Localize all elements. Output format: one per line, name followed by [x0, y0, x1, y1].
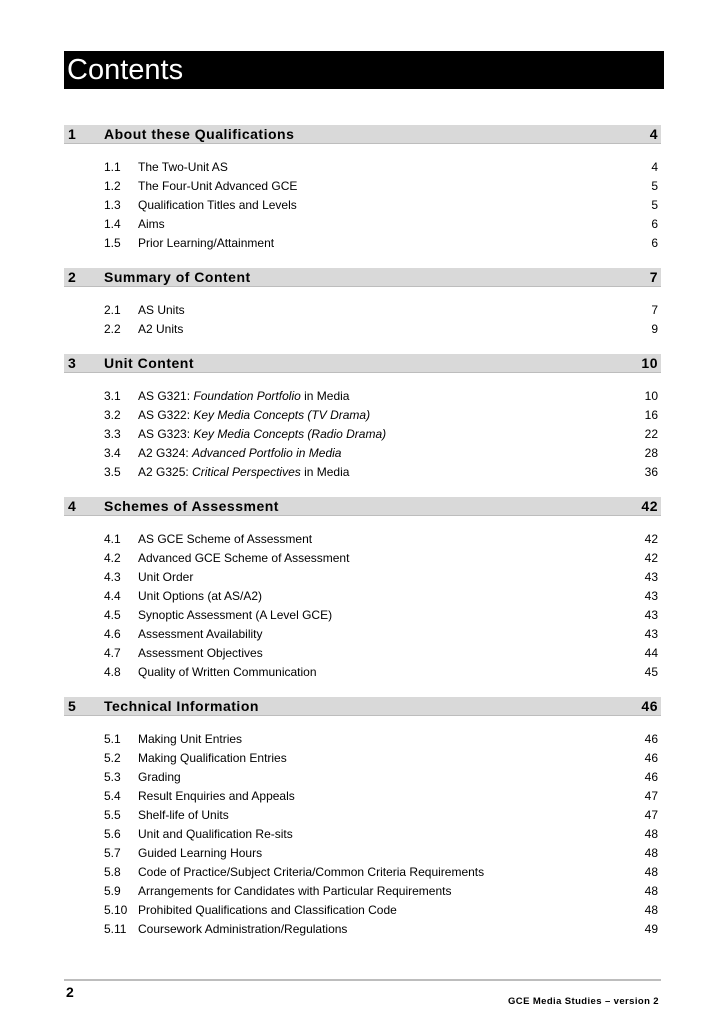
- item-page: 6: [651, 217, 658, 231]
- toc-item[interactable]: [104, 644, 661, 663]
- item-title: Unit and Qualification Re-sits: [138, 827, 293, 841]
- item-title: Assessment Availability: [138, 627, 263, 641]
- toc-item[interactable]: [104, 387, 661, 406]
- item-title: A2 G324: Advanced Portfolio in Media: [138, 446, 342, 460]
- section-title: Technical Information: [104, 698, 259, 714]
- section-page: 10: [641, 355, 658, 371]
- item-number: 5.4: [104, 789, 121, 803]
- section-page: 42: [641, 498, 658, 514]
- item-page: 5: [651, 179, 658, 193]
- section-number: 5: [68, 698, 77, 714]
- item-page: 48: [644, 903, 658, 917]
- item-number: 4.2: [104, 551, 121, 565]
- item-number: 1.4: [104, 217, 121, 231]
- item-title: Coursework Administration/Regulations: [138, 922, 348, 936]
- footer-doc-title: GCE Media Studies – version 2: [508, 996, 659, 1007]
- item-title: AS Units: [138, 303, 185, 317]
- section-number: 2: [68, 269, 77, 285]
- toc-item[interactable]: [104, 749, 661, 768]
- item-page: 43: [644, 570, 658, 584]
- toc-item[interactable]: [104, 301, 661, 320]
- toc-item[interactable]: [104, 844, 661, 863]
- item-number: 4.3: [104, 570, 121, 584]
- item-number: 1.5: [104, 236, 121, 250]
- item-page: 42: [644, 551, 658, 565]
- section-header[interactable]: [64, 497, 661, 516]
- toc-item[interactable]: [104, 787, 661, 806]
- item-number: 1.2: [104, 179, 121, 193]
- section-page: 46: [641, 698, 658, 714]
- item-title: AS G323: Key Media Concepts (Radio Drama): [138, 427, 387, 441]
- item-page: 44: [644, 646, 658, 660]
- item-title: Guided Learning Hours: [138, 846, 263, 860]
- section-title: About these Qualifications: [104, 126, 295, 142]
- item-title: Making Qualification Entries: [138, 751, 287, 765]
- item-number: 2.2: [104, 322, 121, 336]
- toc-item[interactable]: [104, 663, 661, 682]
- toc-item[interactable]: [104, 806, 661, 825]
- item-number: 3.3: [104, 427, 121, 441]
- item-number: 4.5: [104, 608, 121, 622]
- item-number: 5.7: [104, 846, 121, 860]
- toc-section-5: [64, 697, 661, 939]
- item-page: 46: [644, 751, 658, 765]
- item-page: 5: [651, 198, 658, 212]
- toc-item[interactable]: [104, 587, 661, 606]
- item-number: 3.1: [104, 389, 121, 403]
- toc-item[interactable]: [104, 215, 661, 234]
- item-title: A2 Units: [138, 322, 184, 336]
- item-number: 5.3: [104, 770, 121, 784]
- toc-item[interactable]: [104, 730, 661, 749]
- toc-item[interactable]: [104, 882, 661, 901]
- item-page: 22: [644, 427, 658, 441]
- section-header[interactable]: [64, 354, 661, 373]
- section-number: 4: [68, 498, 77, 514]
- item-title: Arrangements for Candidates with Particular Requirements: [138, 884, 452, 898]
- toc-item[interactable]: [104, 625, 661, 644]
- item-number: 3.2: [104, 408, 121, 422]
- section-page: 4: [649, 126, 658, 142]
- item-title: Advanced GCE Scheme of Assessment: [138, 551, 350, 565]
- item-page: 10: [644, 389, 658, 403]
- item-number: 4.8: [104, 665, 121, 679]
- item-title: Prohibited Qualifications and Classification Code: [138, 903, 397, 917]
- item-page: 47: [644, 789, 658, 803]
- toc-item[interactable]: [104, 463, 661, 482]
- item-number: 3.5: [104, 465, 121, 479]
- item-title: Prior Learning/Attainment: [138, 236, 275, 250]
- toc-item[interactable]: [104, 920, 661, 939]
- toc-item[interactable]: [104, 320, 661, 339]
- item-page: 6: [651, 236, 658, 250]
- item-number: 1.3: [104, 198, 121, 212]
- item-page: 48: [644, 827, 658, 841]
- item-page: 47: [644, 808, 658, 822]
- item-title: Code of Practice/Subject Criteria/Common Criteria Requirements: [138, 865, 485, 879]
- toc-section-1: [64, 125, 661, 253]
- item-number: 5.2: [104, 751, 121, 765]
- toc-item[interactable]: [104, 825, 661, 844]
- toc-item[interactable]: [104, 158, 661, 177]
- item-number: 5.6: [104, 827, 121, 841]
- item-page: 4: [651, 160, 658, 174]
- item-title: Unit Options (at AS/A2): [138, 589, 263, 603]
- item-number: 5.5: [104, 808, 121, 822]
- item-title: Aims: [138, 217, 165, 231]
- item-title: AS G321: Foundation Portfolio in Media: [138, 389, 350, 403]
- item-title: Assessment Objectives: [138, 646, 263, 660]
- section-header[interactable]: [64, 125, 661, 144]
- section-number: 3: [68, 355, 77, 371]
- item-title: AS G322: Key Media Concepts (TV Drama): [138, 408, 371, 422]
- toc-item[interactable]: [104, 863, 661, 882]
- item-page: 9: [651, 322, 658, 336]
- item-page: 48: [644, 884, 658, 898]
- toc-item[interactable]: [104, 568, 661, 587]
- item-page: 46: [644, 732, 658, 746]
- toc-item[interactable]: [104, 606, 661, 625]
- item-page: 43: [644, 589, 658, 603]
- item-page: 49: [644, 922, 658, 936]
- toc-item[interactable]: [104, 444, 661, 463]
- item-title: Result Enquiries and Appeals: [138, 789, 295, 803]
- item-number: 4.7: [104, 646, 121, 660]
- toc-item[interactable]: [104, 768, 661, 787]
- item-page: 28: [644, 446, 658, 460]
- toc-item[interactable]: [104, 425, 661, 444]
- item-title: Synoptic Assessment (A Level GCE): [138, 608, 333, 622]
- footer-divider: [64, 979, 661, 981]
- item-page: 36: [644, 465, 658, 479]
- item-title: The Two-Unit AS: [138, 160, 228, 174]
- toc-item[interactable]: [104, 177, 661, 196]
- section-header[interactable]: [64, 697, 661, 716]
- item-title: Unit Order: [138, 570, 194, 584]
- section-page: 7: [649, 269, 658, 285]
- page-title: Contents: [64, 51, 664, 89]
- toc-section-4: [64, 497, 661, 682]
- item-number: 4.4: [104, 589, 121, 603]
- item-page: 16: [644, 408, 658, 422]
- toc-item[interactable]: [104, 901, 661, 920]
- section-title: Schemes of Assessment: [104, 498, 279, 514]
- item-number: 4.1: [104, 532, 121, 546]
- section-number: 1: [68, 126, 77, 142]
- toc-item[interactable]: [104, 196, 661, 215]
- item-title: Making Unit Entries: [138, 732, 243, 746]
- toc-item[interactable]: [104, 549, 661, 568]
- section-header[interactable]: [64, 268, 661, 287]
- item-title: Quality of Written Communication: [138, 665, 317, 679]
- item-number: 4.6: [104, 627, 121, 641]
- item-number: 5.11: [104, 922, 127, 936]
- item-number: 2.1: [104, 303, 121, 317]
- item-number: 5.1: [104, 732, 121, 746]
- item-title: AS GCE Scheme of Assessment: [138, 532, 313, 546]
- item-page: 45: [644, 665, 658, 679]
- item-page: 48: [644, 865, 658, 879]
- item-number: 1.1: [104, 160, 121, 174]
- item-page: 7: [651, 303, 658, 317]
- section-title: Summary of Content: [104, 269, 251, 285]
- item-page: 46: [644, 770, 658, 784]
- toc-section-3: [64, 354, 661, 482]
- toc-item[interactable]: [104, 234, 661, 253]
- item-page: 48: [644, 846, 658, 860]
- item-number: 3.4: [104, 446, 121, 460]
- toc-section-2: [64, 268, 661, 339]
- toc-item[interactable]: [104, 530, 661, 549]
- item-page: 42: [644, 532, 658, 546]
- item-number: 5.8: [104, 865, 121, 879]
- page-number: 2: [66, 984, 74, 1000]
- item-number: 5.10: [104, 903, 128, 917]
- item-title: The Four-Unit Advanced GCE: [138, 179, 298, 193]
- item-page: 43: [644, 627, 658, 641]
- item-title: Qualification Titles and Levels: [138, 198, 297, 212]
- item-number: 5.9: [104, 884, 121, 898]
- item-title: Grading: [138, 770, 181, 784]
- section-title: Unit Content: [104, 355, 194, 371]
- item-page: 43: [644, 608, 658, 622]
- item-title: A2 G325: Critical Perspectives in Media: [138, 465, 350, 479]
- toc-item[interactable]: [104, 406, 661, 425]
- item-title: Shelf-life of Units: [138, 808, 229, 822]
